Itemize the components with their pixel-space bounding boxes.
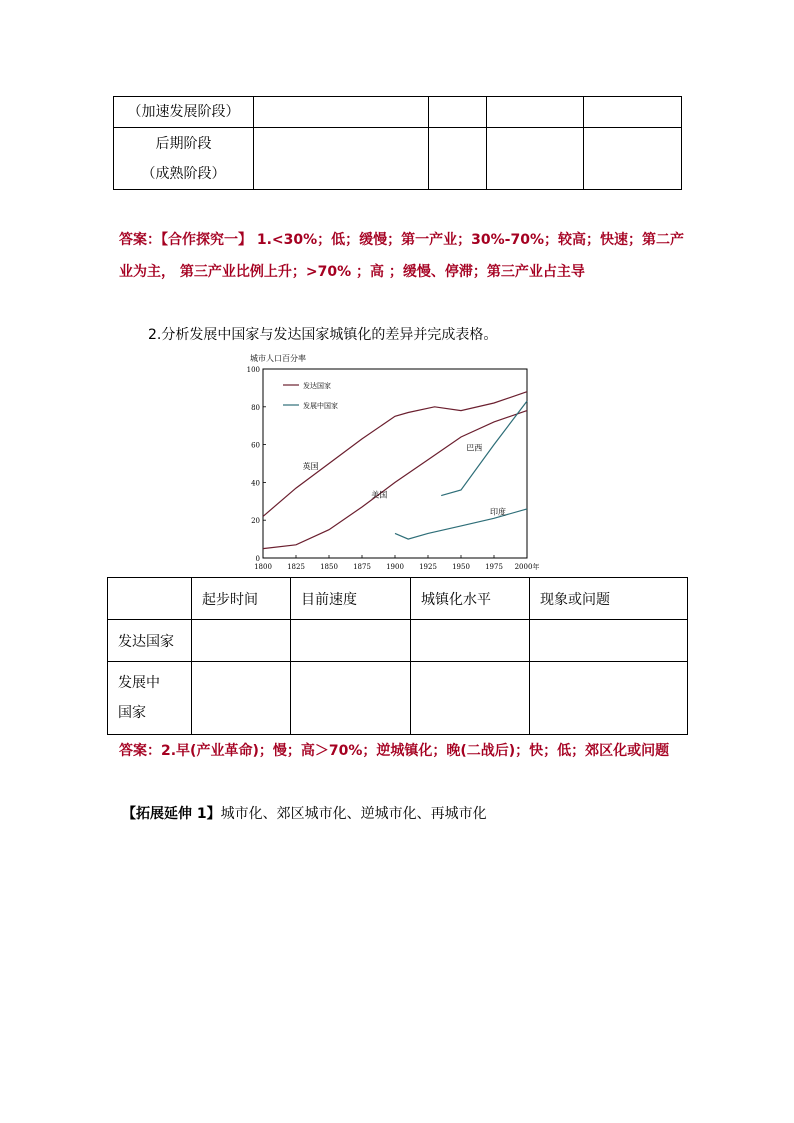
table-cell [584,128,682,190]
x-tick-label: 1825 [287,563,305,571]
table-cell [429,97,487,128]
x-tick-label: 1850 [320,563,338,571]
header-cell: 现象或问题 [530,578,688,620]
series-label: 巴西 [466,443,483,453]
x-tick-label: 1900 [386,563,404,571]
y-tick-label: 100 [246,366,260,374]
y-tick-label: 20 [251,517,260,526]
table-header-row [108,578,688,620]
y-tick-label: 0 [255,555,260,563]
table-row [108,662,688,735]
stage-cell: （加速发展阶段） [114,97,254,128]
series-label: 美国 [371,490,388,500]
table-cell [192,620,291,662]
y-axis-label: 城市人口百分率 [250,354,306,363]
series-label: 印度 [490,507,507,517]
x-tick-label: 1800 [254,563,272,571]
table-cell [411,620,530,662]
header-cell: 起步时间 [192,578,291,620]
table-cell [584,97,682,128]
stage-line: （成熟阶段） [141,165,226,182]
row-label-line: 发展中 [118,675,160,691]
table-row [108,620,688,662]
legend-label: 发展中国家 [303,402,338,410]
chart-axes [247,366,540,571]
header-cell: 城镇化水平 [411,578,530,620]
header-cell [108,578,192,620]
series-label: 英国 [302,462,319,472]
comparison-table [107,577,688,735]
table-cell [487,97,584,128]
row-label-line: 国家 [118,705,146,721]
x-tick-label: 1875 [353,563,371,571]
answer-1 [119,224,689,288]
x-tick-label: 1975 [485,563,503,571]
table-cell [429,128,487,190]
row-label: 发达国家 [108,620,192,662]
row-label [108,662,192,735]
table-row [114,97,682,128]
urbanization-chart [245,350,545,575]
stage-line: 后期阶段 [155,135,212,152]
table-cell [291,662,411,735]
header-cell: 目前速度 [291,578,411,620]
answer-2: 答案：2.早(产业革命)；慢；高＞70%；逆城镇化；晚(二战后)；快；低；郊区化或问题 [119,743,670,759]
series-line [263,411,527,549]
series-labels [303,443,506,516]
table-cell [254,97,429,128]
table-cell [254,128,429,190]
answer-line: 答案：【合作探究一】 1.<30%；低；缓慢；第一产业；30%-70%；较高；快速；第二产 [119,232,685,248]
table-cell [411,662,530,735]
x-tick-label: 1950 [452,563,470,571]
stage-table [113,96,682,190]
table-cell [530,662,688,735]
table-row [114,128,682,190]
x-tick-label: 1925 [419,563,437,571]
table-cell [487,128,584,190]
legend-label: 发达国家 [303,382,331,390]
table-cell [530,620,688,662]
table-cell [192,662,291,735]
question-2: 2.分析发展中国家与发达国家城镇化的差异并完成表格。 [148,327,498,343]
chart-legend [283,381,338,410]
stage-cell [114,128,254,190]
y-tick-label: 40 [251,479,260,488]
y-tick-label: 80 [251,403,260,412]
extension-label: 【拓展延伸 1】 [122,806,221,822]
x-tick-label: 2000年 [514,563,540,571]
table-cell [291,620,411,662]
series-line [395,509,527,539]
y-tick-label: 60 [251,441,260,450]
answer-line: 业为主， 第三产业比例上升；>70% ；高 ；缓慢、停滞；第三产业占主导 [119,264,585,280]
extension-text: 城市化、郊区城市化、逆城市化、再城市化 [220,806,487,822]
extension-section [122,803,487,823]
